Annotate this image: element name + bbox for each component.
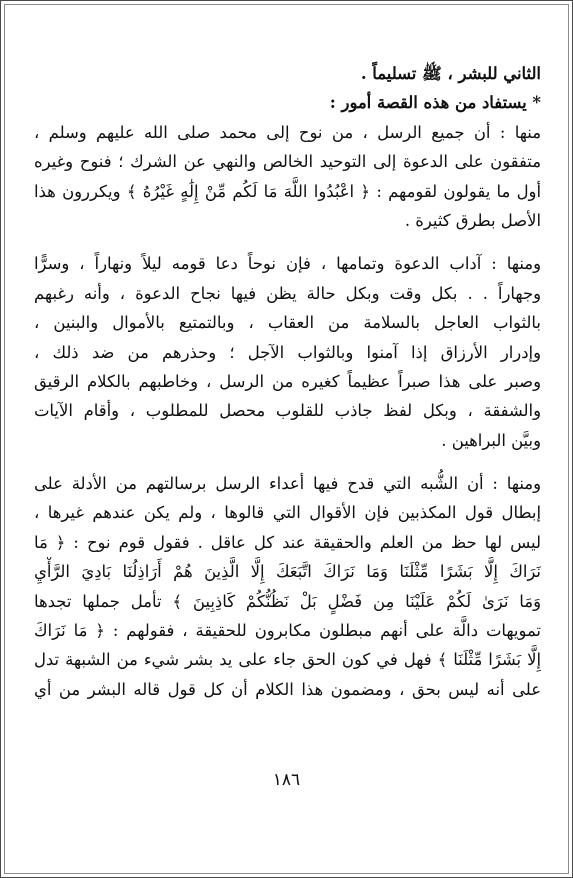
- text-line: إبطال قول المكذبين فإن الأقوال التي قالوها ، ولم يكن عندهم غيرها ،: [34, 503, 541, 523]
- text-line: أول ما يقولون لقومهم : ﴿ اعْبُدُوا اللَّهَ مَا لَكُم مِّنْ إِلَٰهٍ غَيْرُهُ ﴾ ويكررون هذا: [34, 181, 541, 201]
- page-text: [34, 59, 541, 704]
- page-number: ١٨٦: [272, 770, 301, 790]
- text-line: وجهاراً . . بكل وقت وبكل حالة يظن فيها نجاح الدعوة ، وأنه رغبهم: [34, 283, 541, 303]
- text-line: وبيَّن البراهين .: [441, 430, 541, 450]
- text-line: الثاني للبشر ، ﷺ تسليماً .: [360, 64, 541, 83]
- text-line: وصبر على هذا صبراً عظيماً كغيره من الرسل ، وخاطبهم بالكلام الرقيق: [34, 371, 541, 391]
- paragraph-2: [34, 249, 541, 455]
- text-line: تمويهات دالَّة على أنهم مبطلون مكابرون للحقيقة ، فقولهم : ﴿ مَا نَرَاكَ: [34, 621, 541, 641]
- text-line: وإدرار الأرزاق إذا آمنوا وبالثواب الآجل ؛ وحذرهم من ضد ذلك ،: [34, 342, 541, 362]
- text-line: بالثواب العاجل بالسلامة من العقاب ، وبالتمتيع بالأموال والبنين ،: [34, 313, 541, 333]
- text-line: ومنها : أن الشُّبه التي قدح فيها أعداء الرسل برسالتهم من الأدلة على: [34, 474, 541, 494]
- text-line: نَرَاكَ إِلَّا بَشَرًا مِّثْلَنَا وَمَا نَرَاكَ اتَّبَعَكَ إِلَّا الَّذِينَ هُمْ أَرَاذِلُنَا بَادِيَ الرَّأْيِ: [34, 562, 541, 582]
- text-line: على أنه ليس بحق ، ومضمون هذا الكلام أن كل قول قاله البشر من أي: [34, 679, 541, 699]
- paragraph-3: [34, 469, 541, 704]
- text-line: إِلَّا بَشَرًا مِّثْلَنَا ﴾ فهل في كون الحق جاء على يد بشر شيء من الشبهة تدل: [34, 650, 541, 670]
- text-line: والشفقة ، وبكل لفظ جاذب للقلوب محصل للمطلوب ، وأقام الآيات: [34, 401, 541, 421]
- text-line: وَمَا نَرَىٰ لَكُمْ عَلَيْنَا مِن فَضْلٍ بَلْ نَظُنُّكُمْ كَاذِبِينَ ﴾ تأمل جملها تجدها: [34, 591, 541, 611]
- section-heading: * يستفاد من هذه القصة أمور :: [329, 93, 541, 113]
- text-line: متفقون على الدعوة إلى التوحيد الخالص والنهي عن الشرك ؛ فنوح وغيره: [34, 152, 541, 172]
- text-line: منها : أن جميع الرسل ، من نوح إلى محمد صلى الله عليهم وسلم ،: [34, 122, 541, 142]
- text-line: ومنها : آداب الدعوة وتمامها ، فإن نوحاً دعا قومه ليلاً ونهاراً ، وسرًّا: [34, 254, 541, 274]
- text-line: الأصل بطرق كثيرة .: [404, 210, 541, 230]
- paragraph-1: [34, 118, 541, 236]
- text-line: ليس لها حظ من العلم والحقيقة عند كل عاقل . فقول قوم نوح : ﴿ مَا: [34, 532, 541, 552]
